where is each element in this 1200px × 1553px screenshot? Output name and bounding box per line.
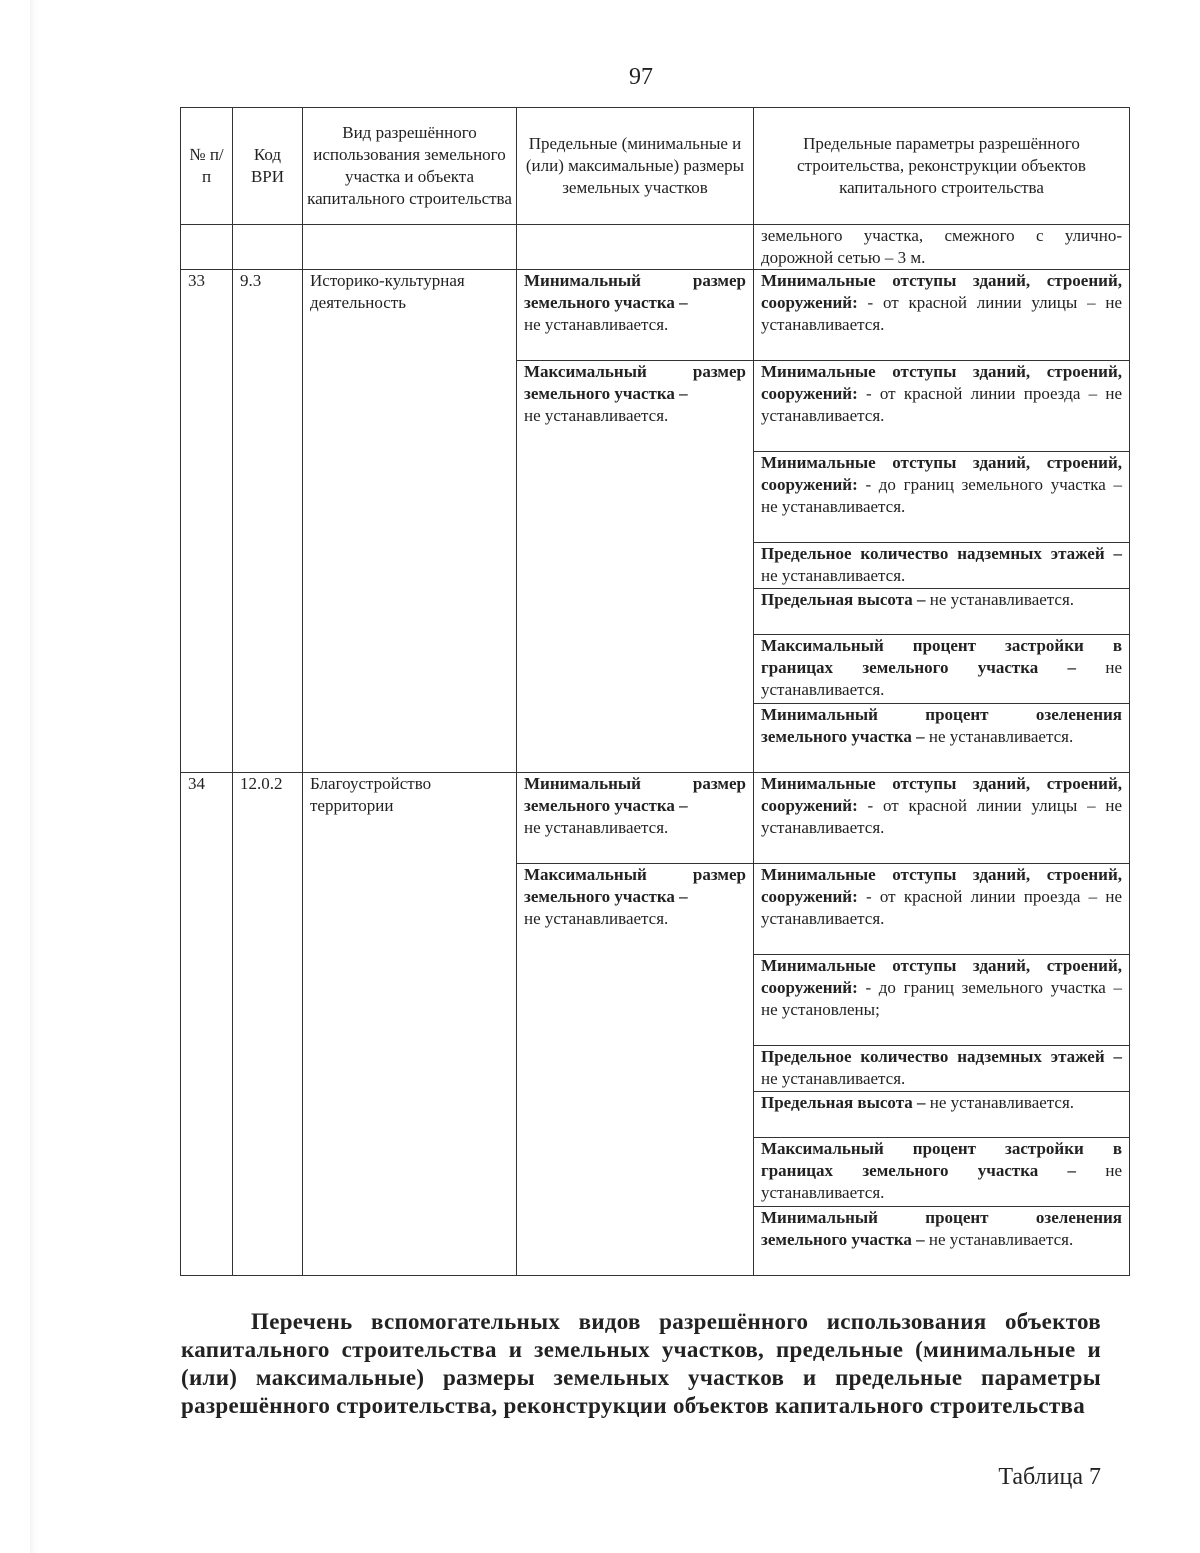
row-code: 12.0.2 xyxy=(233,773,303,1276)
size-min-cell xyxy=(517,773,754,864)
regulations-table xyxy=(180,107,1130,1276)
page-number: 97 xyxy=(629,64,653,90)
continuation-row xyxy=(181,225,1130,270)
param-label: Минимальные отступы зданий, строений, сооружений: xyxy=(761,774,1122,815)
param-label: Предельное количество надземных этажей – xyxy=(761,1047,1122,1066)
param-value: - от красной линии проезда – не устанавливается. xyxy=(761,384,1123,425)
param-cell xyxy=(754,773,1130,864)
param-value: не устанавливается. xyxy=(928,1230,1074,1249)
row-kind: Благоустройство территории xyxy=(303,773,517,1276)
row-number: 33 xyxy=(181,270,233,773)
size-min-value: не устанавливается. xyxy=(524,315,669,334)
table-row xyxy=(181,270,1130,361)
param-cell xyxy=(754,1046,1130,1092)
param-cell xyxy=(754,955,1130,1046)
param-cell xyxy=(754,361,1130,452)
param-label: Предельная высота – xyxy=(761,590,926,609)
param-value: не устанавливается. xyxy=(761,1161,1123,1202)
param-label: Минимальные отступы зданий, строений, сооружений: xyxy=(761,453,1122,494)
param-label: Предельная высота – xyxy=(761,1093,926,1112)
param-cell xyxy=(754,864,1130,955)
param-value: не устанавливается. xyxy=(929,590,1075,609)
size-max-value: не устанавливается. xyxy=(524,406,669,425)
scan-edge xyxy=(30,0,38,1553)
param-cell xyxy=(754,1138,1130,1207)
header-sizes: Предельные (минимальные и (или) максимальные) размеры земельных участков xyxy=(517,108,754,225)
row-number: 34 xyxy=(181,773,233,1276)
param-value: не устанавливается. xyxy=(928,727,1074,746)
param-label: Минимальные отступы зданий, строений, сооружений: xyxy=(761,865,1122,906)
row-code: 9.3 xyxy=(233,270,303,773)
param-label: Минимальный процент озеленения земельного участка – xyxy=(761,705,1122,746)
row-kind: Историко-культурная деятельность xyxy=(303,270,517,773)
param-label: Минимальный процент озеленения земельного участка – xyxy=(761,1208,1122,1249)
size-min-label: Минимальный размер земельного участка – xyxy=(524,271,746,312)
size-min-value: не устанавливается. xyxy=(524,818,669,837)
param-value: - от красной линии улицы – не устанавливается. xyxy=(761,796,1122,837)
param-label: Максимальный процент застройки в границах земельного участка – xyxy=(761,636,1122,677)
param-label: Предельное количество надземных этажей – xyxy=(761,544,1122,563)
param-value: - от красной линии проезда – не устанавливается. xyxy=(761,887,1123,928)
param-value: не устанавливается. xyxy=(761,566,906,585)
continuation-text: земельного участка, смежного с улично-дорожной сетью – 3 м. xyxy=(754,225,1130,270)
header-params: Предельные параметры разрешённого строительства, реконструкции объектов капитального строительства xyxy=(754,108,1130,225)
size-max-cell xyxy=(517,361,754,773)
param-label: Максимальный процент застройки в границах земельного участка – xyxy=(761,1139,1122,1180)
param-cell xyxy=(754,1207,1130,1276)
param-label: Минимальные отступы зданий, строений, сооружений: xyxy=(761,956,1122,997)
size-min-cell xyxy=(517,270,754,361)
param-value: - до границ земельного участка – не устанавливается. xyxy=(761,475,1123,516)
header-kind: Вид разрешённого использования земельного участка и объекта капитального строительства xyxy=(303,108,517,225)
param-cell xyxy=(754,543,1130,589)
header-code: Код ВРИ xyxy=(233,108,303,225)
size-max-value: не устанавливается. xyxy=(524,909,669,928)
param-cell xyxy=(754,270,1130,361)
size-max-label: Максимальный размер земельного участка – xyxy=(524,865,746,906)
param-cell xyxy=(754,452,1130,543)
header-num: № п/п xyxy=(181,108,233,225)
param-value: не устанавливается. xyxy=(761,1069,906,1088)
table-header-row xyxy=(181,108,1130,225)
param-cell xyxy=(754,589,1130,635)
param-cell xyxy=(754,635,1130,704)
size-max-cell xyxy=(517,864,754,1276)
param-label: Минимальные отступы зданий, строений, сооружений: xyxy=(761,362,1122,403)
param-cell xyxy=(754,704,1130,773)
param-value: - от красной линии улицы – не устанавливается. xyxy=(761,293,1122,334)
size-min-label: Минимальный размер земельного участка – xyxy=(524,774,746,815)
section-heading: Перечень вспомогательных видов разрешённого использования объектов капитального строительства и земельных участков, предельные (минимальные и (или) максимальные) размеры земельных участков и предельные параметры разрешённого строительства, реконструкции объектов капитального строительства xyxy=(181,1309,1101,1418)
param-value: не устанавливается. xyxy=(761,658,1123,699)
table-row xyxy=(181,773,1130,864)
param-label: Минимальные отступы зданий, строений, сооружений: xyxy=(761,271,1122,312)
param-value: - до границ земельного участка – не установлены; xyxy=(761,978,1123,1019)
table-label: Таблица 7 xyxy=(998,1464,1101,1490)
param-value: не устанавливается. xyxy=(929,1093,1075,1112)
size-max-label: Максимальный размер земельного участка – xyxy=(524,362,746,403)
param-cell xyxy=(754,1092,1130,1138)
